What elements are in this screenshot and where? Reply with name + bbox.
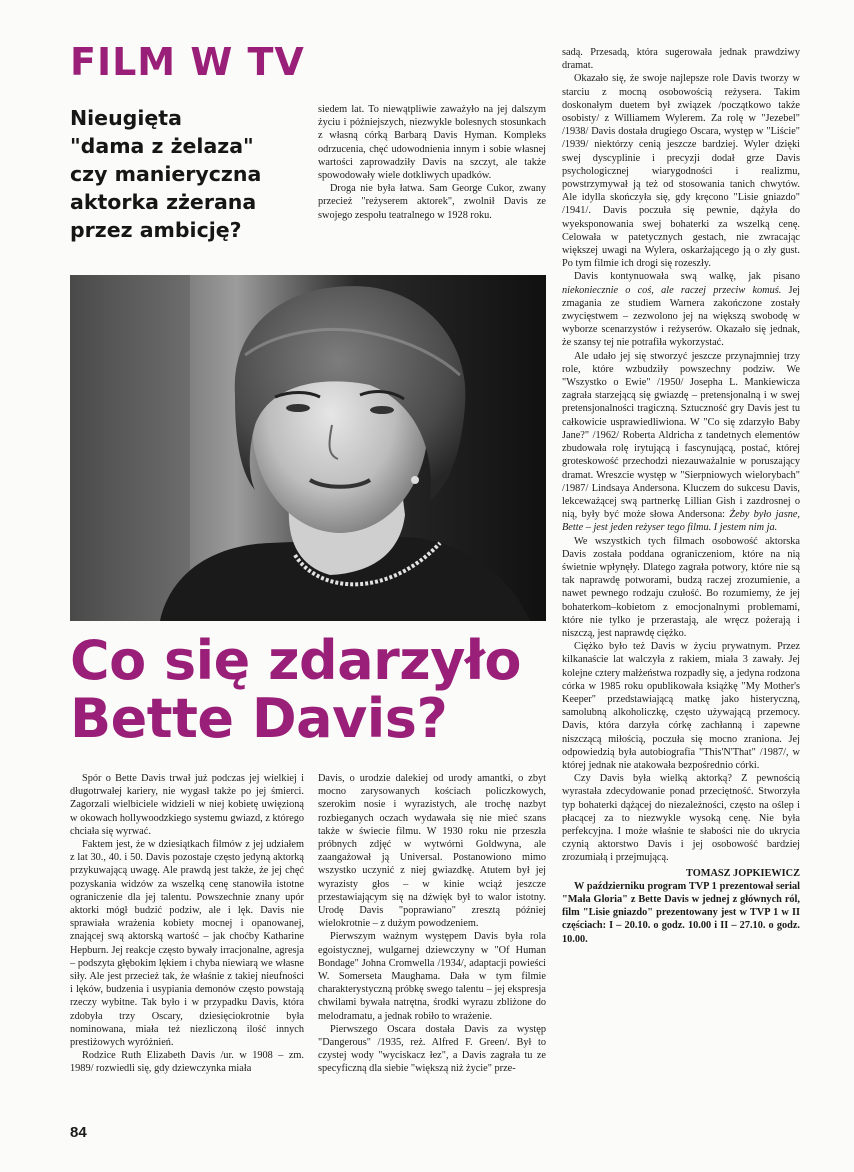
page-number: 84: [70, 1124, 87, 1141]
subtitle-line: "dama z żelaza": [70, 134, 254, 158]
article-headline: [70, 629, 550, 750]
author-byline: TOMASZ JOPKIEWICZ: [686, 867, 800, 879]
text-run: Davis kontynuowała swą walkę, jak pisano: [574, 271, 800, 283]
paragraph: Davis, o urodzie dalekiej od urody amantki, o zbyt mocno zarysowanych kościach policzkowych, szerokim nosie i wyrazistych, ale trochę nazbyt rozbieganych oczach wydawała się nie mieć szans także w świecie filmu. W 1930 roku nie przeszła próbnych zdjęć w wytwórni Goldwyna, ale zaangażował ją Universal. Postanowiono mimo wszystko uczynić z niej gwiazdkę. Atutem był jej wyrazisty głos – w kinie wciąż jeszcze przestawiającym się na dźwięk był to walor istotny. Urodę Davis "poprawiano" zresztą później wielokrotnie – z dużym powodzeniem.: [318, 773, 546, 930]
headline-line: Co się zdarzyło: [70, 629, 522, 692]
paragraph: Pierwszego Oscara dostała Davis za występ "Dangerous" /1935, reż. Alfred F. Green/. Był to czystej wody "wyciskacz łez", a Davis zagrała tu ze specyficzną dla siebie "większą niż życie" prze-: [318, 1023, 546, 1075]
subtitle-line: przez ambicję?: [70, 218, 242, 242]
paragraph: Okazało się, że swoje najlepsze role Davis tworzy w starciu z mocną osobowością reżysera. Takim doskonałym duetem był związek /początkowo także osobisty/ z Williamem Wylerem. Za rolę w "Jezebel" /1938/ Davis dostała drugiego Oscara, występ w "Liście" /1939/ niektórzy cenią jeszcze bardziej. Wyler dzięki swej dyscyplinie i precyzji dodał grze Davis psychologicznej wiarygodności i realizmu, powstrzymywał ją też od stosowania tanich chwytów. Ale idylla skończyła się, gdy kręcono "Lisie gniazdo" /1941/. Davis poczuła się pewnie, dążyła do wyeksponowania swej bohaterki za wszelką cenę. Celowała w patetycznych gestach, nie zwracając większej uwagi na Wylera, oskarżającego ją o zły gust. Po tym filmie ich drogi się rozeszły.: [562, 73, 800, 270]
paragraph: siedem lat. To niewątpliwie zaważyło na jej dalszym życiu i późniejszych, niezwykle bolesnych stosunkach z własną córką Barbarą Davis Hyman. Kompleks odrzucenia, chęć udowodnienia innym i sobie własnej wartości zaprowadziły Davis na szczyt, ale także spowodowały wiele dotkliwych upadków.: [318, 104, 546, 182]
paragraph: Czy Davis była wielką aktorką? Z pewnością wyrastała zdecydowanie ponad przeciętność. Stworzyła typ bohaterki dążącej do niezależności, często na oślep i płacącej za to niezwykle wysoką cenę. Nie była perfekcyjna. I może właśnie te słabości nie do ukrycia czynią aktorstwo Davis i jej osobowość bardziej zrozumiałą i przejmującą.: [562, 773, 800, 864]
column-right: [562, 46, 800, 946]
text-run: Jej zmagania ze studiem Warnera zakończone zostały zwycięstwem – zezwolono jej na większą swobodę w wyborze scenarzystów i reżyserów. Okazało się jednak, że szansy tej nie potrafiła wykorzystać.: [562, 284, 800, 349]
column-top-middle: [318, 103, 546, 222]
paragraph: Ciężko było też Davis w życiu prywatnym. Przez kilkanaście lat walczyła z rakiem, miała 3 zawały. Jej kolejne cztery małżeństwa rozpadły się, a jedyna rodzona córka w 1985 roku opublikowała książkę "My Mother's Keeper" przedstawiającą matkę jako histeryczną, samolubną alkoholiczkę, często używającą przemocy. Davis, która darzyła córkę zachłanną i zapewne niszczącą miłością, poczuła się mocno zraniona. Jej odpowiedzią była autobiografia "This'N'That" /1987/, w której jednak nie atakowała bezpośrednio córki.: [562, 641, 800, 771]
italic-quote: Żeby było jasne, Bette – jest jeden reżyser tego filmu. I jestem nim ja.: [562, 509, 800, 534]
paragraph: Rodzice Ruth Elizabeth Davis /ur. w 1908 – zm. 1989/ rozwiedli się, gdy dziewczynka miała: [70, 1050, 304, 1075]
subtitle-line: Nieugięta: [70, 106, 182, 130]
portrait-photo: [70, 275, 546, 621]
paragraph: Droga nie była łatwa. Sam George Cukor, zwany przecież "reżyserem aktorek", zwolnił Davis ze swojego zespołu teatralnego w 1928 roku.: [318, 183, 546, 221]
article-subtitle: [70, 104, 285, 244]
paragraph: Faktem jest, że w dziesiątkach filmów z jej udziałem z lat 30., 40. i 50. Davis pozostaje często jedyną aktorką przykuwającą uwagę. Ale prawdą jest także, że jej chęć pozyskania widzów za wszelką cenę stanowiła istotne ograniczenie dla jej talentu. Powszechnie znany upór aktorki mógł budzić podziw, ale i lęk. Davis nie sprawiała wrażenia kobiety mocnej i opanowanej, znającej swą aktorską wartość – jak choćby Katharine Hepburn. Jej reakcje często bywały irracjonalne, agresja – podszyta głębokim lękiem i chyba niewiarą we własne siły. Ale jest przecież tak, że właśnie z takiej nieufności i lęków, budzenia i usypiania demonów często powstają rzeczy wybitne. Tak było i w przypadku Davis, która zdobyła trzy Oscary, dziesięciokrotnie była nominowana, miała też niezliczoną ilość innych prestiżowych wyróżnień.: [70, 839, 304, 1049]
italic-quote: niekoniecznie o coś, ale raczej przeciw komuś.: [562, 284, 782, 296]
subtitle-line: czy manieryczna: [70, 162, 262, 186]
paragraph: [562, 270, 800, 349]
section-label: FILM W TV: [70, 40, 305, 84]
paragraph: Spór o Bette Davis trwał już podczas jej wielkiej i długotrwałej kariery, nie wygasł także po jej śmierci. Zagorzali wielbiciele widzieli w niej kobietę uwięzioną w okowach hollywoodzkiego systemu gwiazd, z którego chciała się wyrwać.: [70, 773, 304, 837]
column-bottom-left: [70, 772, 304, 1076]
broadcast-note: W październiku program TVP 1 prezentował serial "Mała Gloria" z Bette Davis w jednej z głównych ról, film "Lisie gniazdo" prezentowany jest w TVP 1 w II częściach: I – 20.10. o godz. 10.00 i II – 27.10. o godz. 10.00.: [562, 880, 800, 945]
subtitle-line: aktorka zżerana: [70, 190, 257, 214]
paragraph: We wszystkich tych filmach osobowość aktorska Davis została poddana ograniczeniom, które na nią świetnie wpłynęły. Dlatego zagrała potwory, które nie są tak naprawdę potworami, budzą raczej zrozumienie, a nawet pewnego rodzaju czułość. Bo rozumiemy, że jej bohaterkom–kobietom z emocjonalnymi problemami, które nie tylko je przerastają, ale wręcz pożerają i niszczą, jest naprawdę ciężko.: [562, 535, 800, 639]
column-bottom-middle: [318, 772, 546, 1076]
headline-line: Bette Davis?: [70, 687, 448, 750]
paragraph: sadą. Przesadą, która sugerowała jednak prawdziwy dramat.: [562, 47, 800, 72]
text-run: Ale udało jej się stworzyć jeszcze przynajmniej trzy role, które wzbudziły powszechny podziw. We "Wszystko o Ewie" /1950/ Josepha L. Mankiewicza zagrała starzejącą się gwiazdę – pretensjonalną i w swej pretensjonalności tragiczną. Sztuczność gry Davis jest tu całkowicie usprawiedliwiona. W "Co się zdarzyło Baby Jane?" /1962/ Roberta Aldricha z tandetnych elementów zbudowała rolę irytującą i fascynującą, postać, której groteskowość przechodzi niezauważalnie w poruszający dramat. Wreszcie występ w "Sierpniowych wielorybach" /1987/ Lindsaya Andersona. Kluczem do sukcesu Davis, lekceważącej swą partnerkę Lillian Gish i zazdrosnej o nią, były być może słowa Andersona:: [562, 350, 800, 521]
paragraph: Pierwszym ważnym występem Davis była rola egoistycznej, wulgarnej dziewczyny w "Of Human Bondage" Johna Cromwella /1934/, adaptacji powieści W. Somerseta Maughama. Dała w tym filmie charakterystyczną próbkę swego talentu – jej ekspresja chwilami bywała natrętna, środki wyrazu zbliżone do melodramatu, a jednak robiło to wrażenie.: [318, 931, 546, 1022]
paragraph: [562, 350, 800, 535]
